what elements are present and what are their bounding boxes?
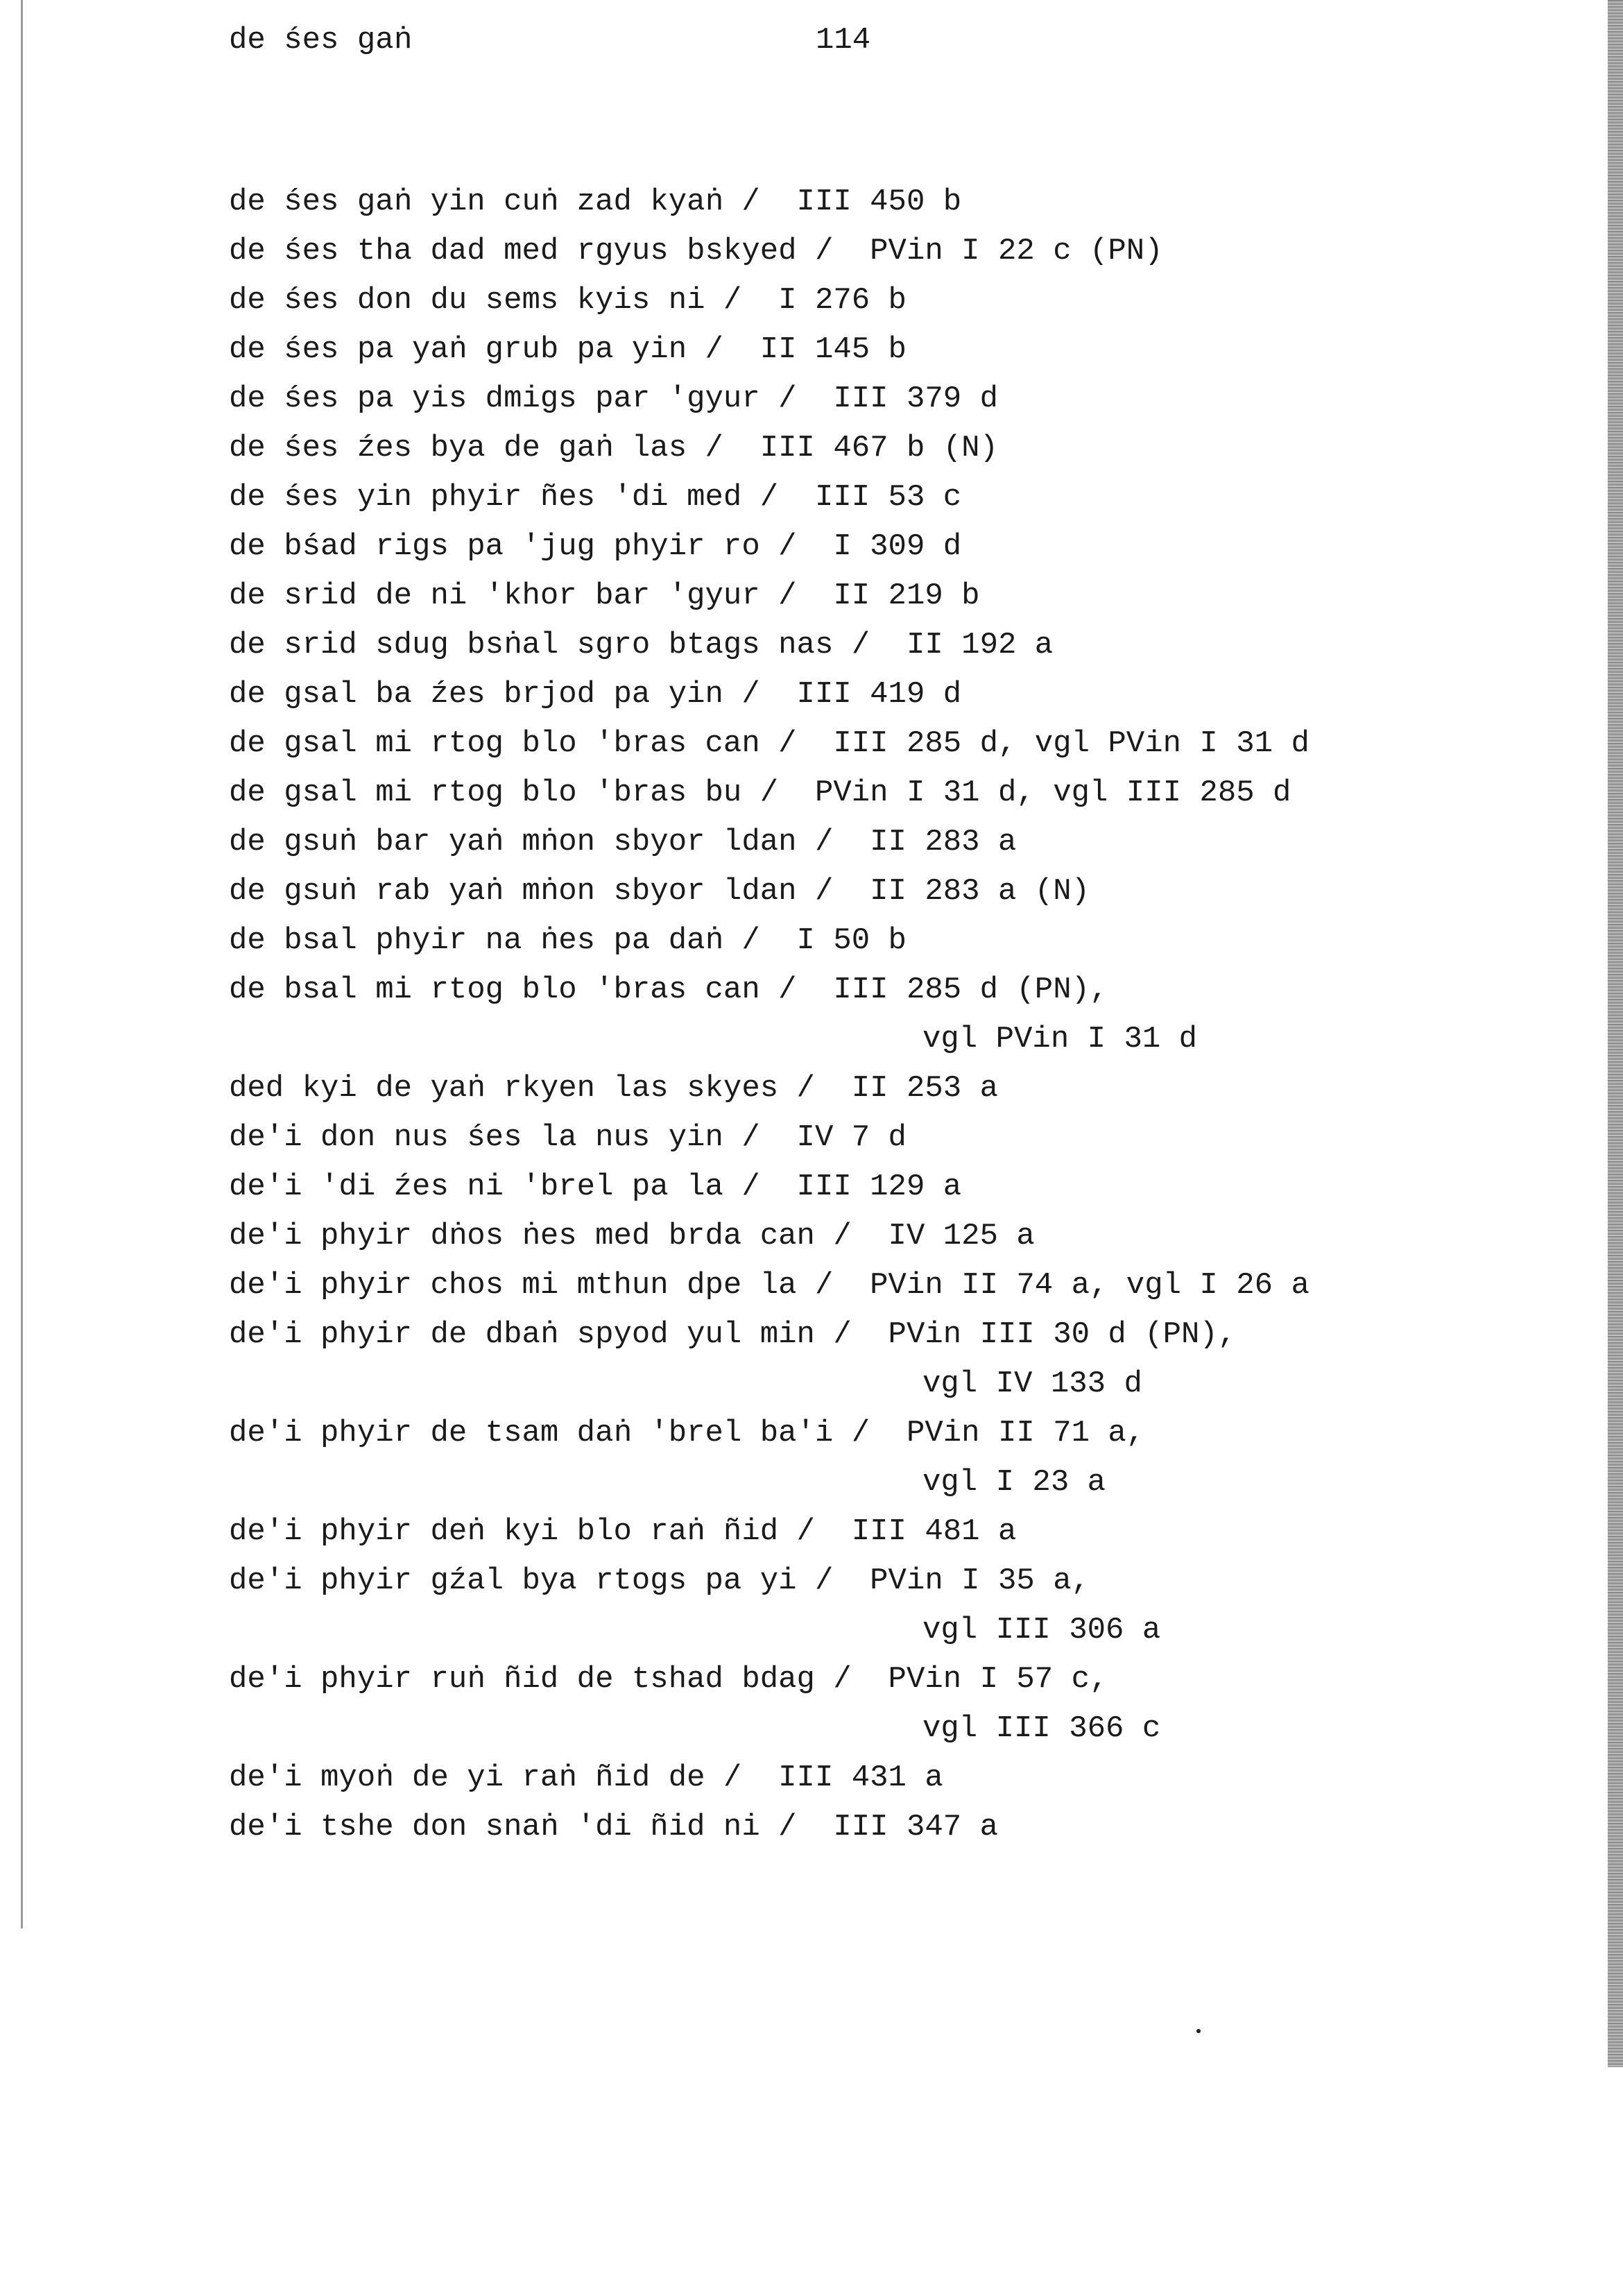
index-entry: de'i phyir deṅ kyi blo raṅ ñid / III 481 a	[229, 1514, 1017, 1549]
index-entry: de gsuṅ rab yaṅ mṅon sbyor ldan / II 283 a (N)	[229, 874, 1090, 909]
index-entry: de śes gaṅ yin cuṅ zad kyaṅ / III 450 b	[229, 185, 962, 219]
index-entry: de bsal phyir na ṅes pa daṅ / I 50 b	[229, 923, 907, 958]
index-entry: de'i phyir dṅos ṅes med brda can / IV 125 a	[229, 1219, 1035, 1253]
index-entry: de srid sdug bsṅal sgro btags nas / II 192 a	[229, 628, 1054, 662]
left-margin-rule	[21, 0, 23, 1928]
index-entry: de śes źes bya de gaṅ las / III 467 b (N)	[229, 431, 998, 465]
index-entry: de śes pa yaṅ grub pa yin / II 145 b	[229, 332, 907, 367]
scan-edge-shadow	[1608, 0, 1623, 2067]
index-entry: de'i tshe don snaṅ 'di ñid ni / III 347 a	[229, 1810, 998, 1844]
index-entry: de'i phyir de dbaṅ spyod yul min / PVin III 30 d (PN),	[229, 1317, 1237, 1352]
index-entry: de'i myoṅ de yi raṅ ñid de / III 431 a	[229, 1760, 943, 1795]
index-entry-continuation: vgl I 23 a	[922, 1465, 1106, 1500]
index-entry: de bśad rigs pa 'jug phyir ro / I 309 d	[229, 529, 962, 564]
index-entry: de'i phyir ruṅ ñid de tshad bdag / PVin I 57 c,	[229, 1662, 1108, 1697]
index-entry: de'i phyir gźal bya rtogs pa yi / PVin I 35 a,	[229, 1563, 1090, 1598]
index-entry: de bsal mi rtog blo 'bras can / III 285 d (PN),	[229, 973, 1108, 1007]
index-entry-continuation: vgl III 366 c	[922, 1711, 1161, 1746]
index-entry: de gsal ba źes brjod pa yin / III 419 d	[229, 677, 962, 712]
index-entries	[229, 178, 1477, 1852]
index-entry: de'i phyir de tsam daṅ 'brel ba'i / PVin II 71 a,	[229, 1416, 1145, 1450]
index-entry: de śes tha dad med rgyus bskyed / PVin I 22 c (PN)	[229, 234, 1163, 268]
index-entry: de gsal mi rtog blo 'bras bu / PVin I 31 d, vgl III 285 d	[229, 776, 1291, 810]
scan-speck	[1196, 2029, 1201, 2033]
index-entry: de śes don du sems kyis ni / I 276 b	[229, 283, 907, 318]
index-entry-continuation: vgl III 306 a	[922, 1613, 1161, 1647]
index-entry: de srid de ni 'khor bar 'gyur / II 219 b	[229, 579, 980, 613]
index-entry: de'i don nus śes la nus yin / IV 7 d	[229, 1120, 907, 1155]
running-head: de śes gaṅ	[229, 23, 413, 58]
index-entry: de gsal mi rtog blo 'bras can / III 285 d, vgl PVin I 31 d	[229, 726, 1309, 761]
index-entry: de śes pa yis dmigs par 'gyur / III 379 d	[229, 382, 998, 416]
index-entry: de śes yin phyir ñes 'di med / III 53 c	[229, 480, 962, 515]
index-entry: de'i phyir chos mi mthun dpe la / PVin II 74 a, vgl I 26 a	[229, 1268, 1309, 1303]
index-entry: ded kyi de yaṅ rkyen las skyes / II 253 a	[229, 1071, 998, 1106]
index-entry: de gsuṅ bar yaṅ mṅon sbyor ldan / II 283 a	[229, 825, 1017, 859]
index-entry-continuation: vgl IV 133 d	[922, 1367, 1142, 1401]
index-entry: de'i 'di źes ni 'brel pa la / III 129 a	[229, 1170, 962, 1204]
index-entry-continuation: vgl PVin I 31 d	[922, 1022, 1198, 1056]
page-header	[229, 19, 1477, 61]
page-number: 114	[816, 23, 871, 58]
